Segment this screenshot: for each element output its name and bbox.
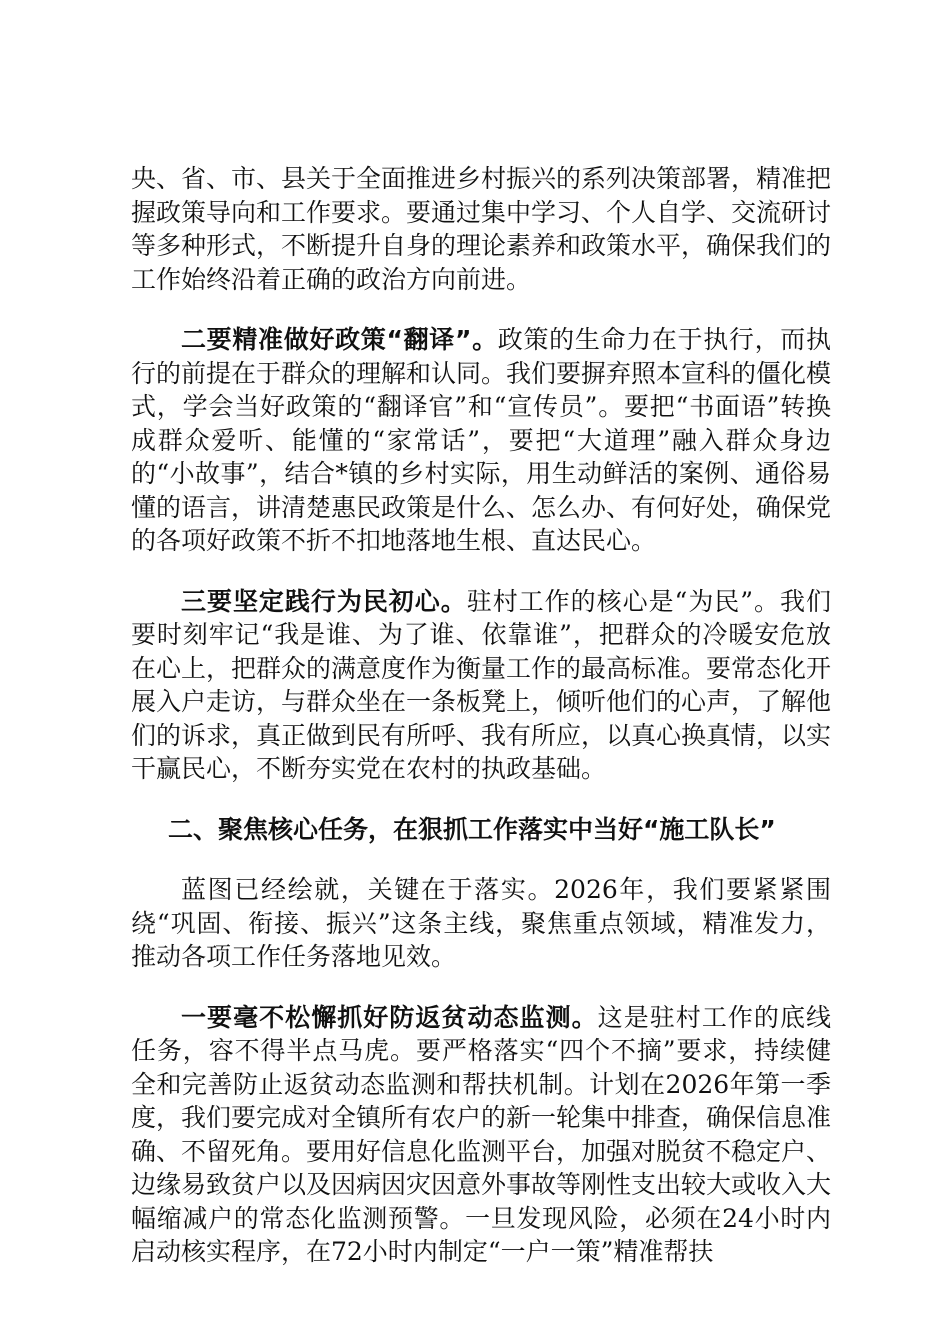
document-body bbox=[131, 162, 831, 1296]
paragraph-continuation bbox=[131, 162, 831, 296]
paragraph-text: 蓝图已经绘就，关键在于落实。2026年，我们要紧紧围绕“巩固、衔接、振兴”这条主线，聚焦重点领域，精准发力，推动各项工作任务落地见效。 bbox=[131, 875, 831, 971]
paragraph-poverty-monitoring bbox=[131, 1001, 831, 1269]
paragraph-text: 政策的生命力在于执行，而执行的前提在于群众的理解和认同。我们要摒弃照本宣科的僵化模式，学会当好政策的“翻译官”和“宣传员”。要把“书面语”转换成群众爱听、能懂的“家常话”，要把“大道理”融入群众身边的“小故事”，结合*镇的乡村实际，用生动鲜活的案例、通俗易懂的语言，讲清楚惠民政策是什么、怎么办、有何好处，确保党的各项好政策不折不扣地落地生根、直达民心。 bbox=[131, 325, 832, 555]
paragraph-blueprint bbox=[131, 873, 831, 974]
section-heading: 二、聚焦核心任务，在狠抓工作落实中当好“施工队长” bbox=[168, 814, 776, 844]
paragraph-lead: 二要精准做好政策“翻译”。 bbox=[181, 325, 498, 354]
paragraph-serve-people bbox=[131, 585, 831, 786]
paragraph-policy-translation bbox=[131, 323, 831, 558]
paragraph-text: 这是驻村工作的底线任务，容不得半点马虎。要严格落实“四个不摘”要求，持续健全和完善防止返贫动态监测和帮扶机制。计划在2026年第一季度，我们要完成对全镇所有农户的新一轮集中排查，确保信息准确、不留死角。要用好信息化监测平台，加强对脱贫不稳定户、边缘易致贫户以及因病因灾因意外事故等刚性支出较大或收入大幅缩减户的常态化监测预警。一旦发现风险，必须在24小时内启动核实程序，在72小时内制定“一户一策”精准帮扶 bbox=[131, 1002, 832, 1266]
paragraph-text: 央、省、市、县关于全面推进乡村振兴的系列决策部署，精准把握政策导向和工作要求。要通过集中学习、个人自学、交流研讨等多种形式，不断提升自身的理论素养和政策水平，确保我们的工作始终沿着正确的政治方向前进。 bbox=[131, 164, 832, 294]
paragraph-lead: 一要毫不松懈抓好防返贫动态监测。 bbox=[181, 1002, 598, 1032]
paragraph-lead: 三要坚定践行为民初心。 bbox=[181, 586, 467, 616]
paragraph-text: 驻村工作的核心是“为民”。我们要时刻牢记“我是谁、为了谁、依靠谁”，把群众的冷暖安危放在心上，把群众的满意度作为衡量工作的最高标准。要常态化开展入户走访，与群众坐在一条板凳上，倾听他们的心声，了解他们的诉求，真正做到民有所呼、我有所应，以真心换真情，以实干赢民心，不断夯实党在农村的执政基础。 bbox=[131, 586, 832, 783]
